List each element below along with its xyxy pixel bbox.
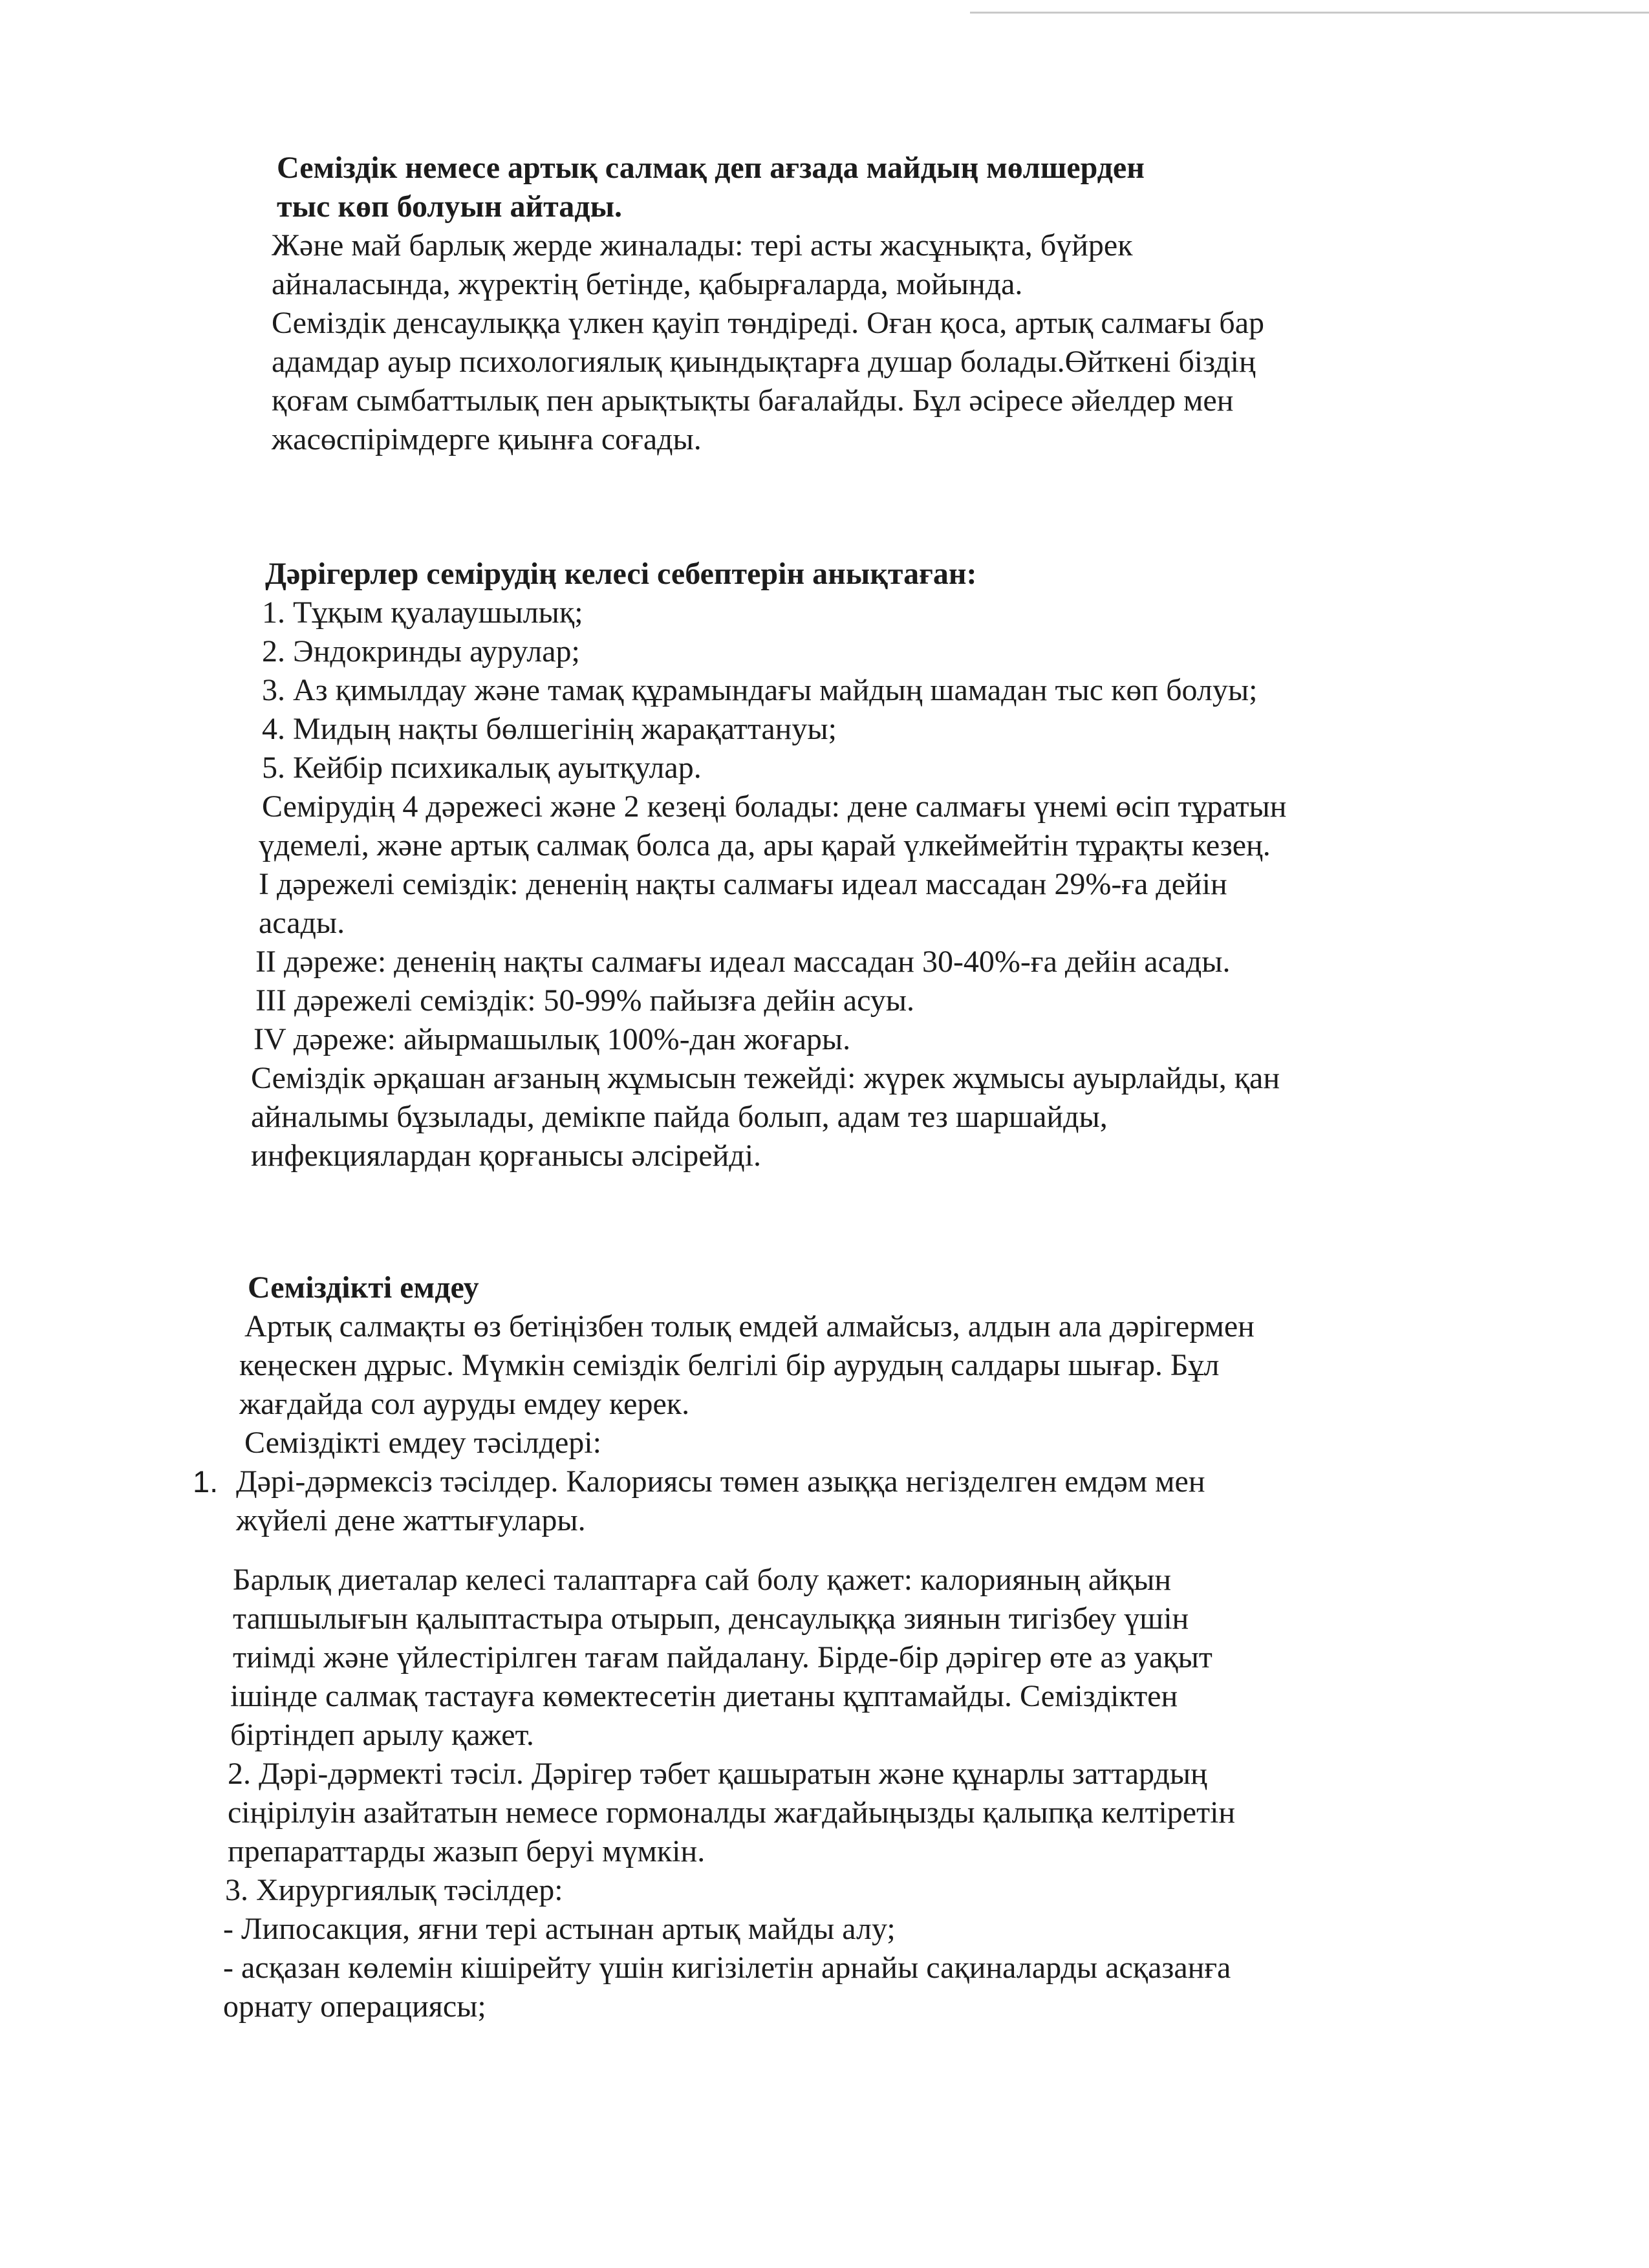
causes-line-5: 5. Кейбір психикалық ауытқулар. xyxy=(262,751,702,785)
method-line-13: - асқазан көлемін кішірейту үшін кигізілетін арнайы сақиналарды асқазанға xyxy=(223,1951,1231,1985)
treatment-intro-line-3: жағдайда сол ауруды емдеу керек. xyxy=(239,1387,690,1421)
causes-heading: Дәрігерлер семірудің келесі себептерін анықтаған: xyxy=(265,557,977,591)
method-line-10: препараттарды жазып беруі мүмкін. xyxy=(228,1834,706,1868)
method-line-3: Барлық диеталар келесі талаптарға сай болу қажет: калорияның айқын xyxy=(233,1563,1172,1597)
method-line-1: Дәрі-дәрмексіз тәсілдер. Калориясы төмен азыққа негізделген емдәм мен xyxy=(236,1464,1205,1499)
intro-body-line-6: жасөспірімдерге қиынға соғады. xyxy=(272,422,702,456)
causes-line-8: І дәрежелі семіздік: дененің нақты салмағы идеал массадан 29%-ға дейін xyxy=(259,867,1227,901)
intro-body-line-1: Және май барлық жерде жиналады: тері асты жасұнықта, бүйрек xyxy=(272,228,1133,262)
method-line-8: 2. Дәрі-дәрмекті тәсіл. Дәрігер тәбет қашыратын және құнарлы заттардың xyxy=(228,1757,1207,1791)
intro-body-line-5: қоғам сымбаттылық пен арықтықты бағалайды. Бұл әсіресе әйелдер мен xyxy=(272,383,1234,418)
method-line-6: ішінде салмақ тастауға көмектесетін диетаны құптамайды. Семіздіктен xyxy=(230,1679,1178,1713)
causes-line-9: асады. xyxy=(259,906,345,940)
method-line-9: сіңірілуін азайтатын немесе гормоналды жағдайыңызды қалыпқа келтіретін xyxy=(228,1795,1236,1830)
causes-line-10: ІІ дәреже: дененің нақты салмағы идеал массадан 30-40%-ға дейін асады. xyxy=(255,945,1231,979)
intro-heading-line-2: тыс көп болуын айтады. xyxy=(277,189,623,224)
method-line-11: 3. Хирургиялық тәсілдер: xyxy=(225,1873,563,1907)
causes-line-15: инфекциялардан қорғанысы әлсірейді. xyxy=(251,1139,762,1173)
intro-body-line-3: Семіздік денсаулыққа үлкен қауіп төндіреді. Оған қоса, артық салмағы бар xyxy=(272,306,1264,340)
method-line-4: тапшылығын қалыптастыра отырып, денсаулыққа зиянын тигізбеу үшін xyxy=(233,1601,1189,1636)
causes-line-6: Семірудің 4 дәрежесі және 2 кезеңі болады: дене салмағы үнемі өсіп тұратын xyxy=(262,789,1287,824)
method-line-7: біртіндеп арылу қажет. xyxy=(230,1718,534,1752)
causes-line-1: 1. Тұқым қуалаушылық; xyxy=(262,595,583,630)
list-marker: 1. xyxy=(193,1464,219,1499)
causes-line-3: 3. Аз қимылдау және тамақ құрамындағы майдың шамадан тыс көп болуы; xyxy=(262,673,1258,707)
causes-line-14: айналымы бұзылады, демікпе пайда болып, адам тез шаршайды, xyxy=(251,1100,1108,1134)
treatment-intro-line-1: Артық салмақты өз бетіңізбен толық емдей алмайсыз, алдын ала дәрігермен xyxy=(244,1309,1255,1343)
method-line-2: жүйелі дене жаттығулары. xyxy=(236,1503,586,1537)
causes-line-13: Семіздік әрқашан ағзаның жұмысын тежейді: жүрек жұмысы ауырлайды, қан xyxy=(251,1061,1280,1095)
intro-heading-line-1: Семіздік немесе артық салмақ деп ағзада майдың мөлшерден xyxy=(277,151,1145,185)
causes-line-7: үдемелі, және артық салмақ болса да, ары қарай үлкеймейтін тұрақты кезең. xyxy=(259,828,1271,862)
causes-line-4: 4. Мидың нақты бөлшегінің жарақаттануы; xyxy=(262,712,837,746)
intro-body-line-2: айналасында, жүректің бетінде, қабырғаларда, мойында. xyxy=(272,267,1023,301)
method-line-12: - Липосакция, яғни тері астынан артық майды алу; xyxy=(223,1912,896,1946)
treatment-intro-line-2: кеңескен дұрыс. Мүмкін семіздік белгілі бір аурудың салдары шығар. Бұл xyxy=(239,1348,1220,1382)
method-line-14: орнату операциясы; xyxy=(223,1989,486,2024)
treatment-heading: Семіздікті емдеу xyxy=(248,1270,479,1305)
causes-line-2: 2. Эндокринды аурулар; xyxy=(262,634,580,669)
intro-body-line-4: адамдар ауыр психологиялық қиындықтарға душар болады.Өйткені біздің xyxy=(272,345,1256,379)
causes-line-11: ІІІ дәрежелі семіздік: 50-99% пайызға дейін асуы. xyxy=(255,983,915,1018)
causes-line-12: IV дәреже: айырмашылық 100%-дан жоғары. xyxy=(253,1022,851,1056)
method-line-5: тиімді және үйлестірілген тағам пайдалану. Бірде-бір дәрігер өте аз уақыт xyxy=(233,1640,1212,1674)
treatment-intro-line-4: Семіздікті емдеу тәсілдері: xyxy=(244,1426,601,1460)
